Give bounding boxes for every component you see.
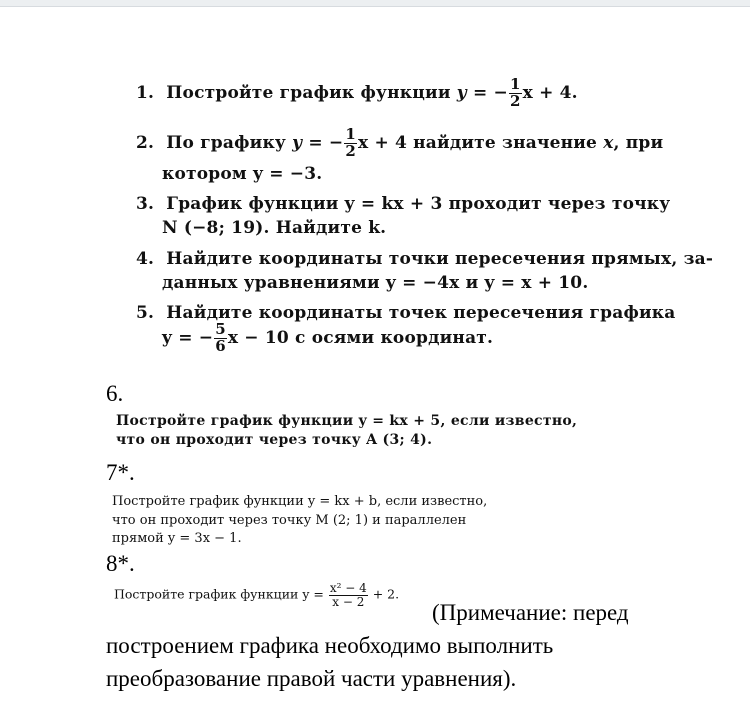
problem-3-line2: N (−8; 19). Найдите k. — [162, 218, 387, 238]
problem-4-number: 4. — [136, 249, 155, 269]
problem-6-label: 6. — [106, 381, 124, 406]
problem-3 — [136, 194, 670, 214]
problem-6-line1: Постройте график функции y = kx + 5, если известно, — [116, 413, 578, 429]
problem-5-tail: x − 10 с осями координат. — [227, 327, 494, 348]
problem-3-line1: График функции y = kx + 3 проходит через точку — [166, 194, 671, 214]
problem-1-fraction: $\frac{1}{2}$ — [509, 75, 521, 110]
problem-1-number: 1. — [136, 82, 155, 103]
problem-6-line2: что он проходит через точку A (3; 4). — [116, 432, 433, 448]
problem-7-line1: Постройте график функции y = kx + b, если известно, — [112, 494, 488, 509]
problem-2-line2: котором y = −3. — [162, 164, 323, 184]
problem-3-number: 3. — [136, 194, 155, 214]
problem-7-label: 7*. — [106, 460, 135, 485]
problem-1-eq: = − — [466, 82, 508, 103]
problem-2-x: x — [603, 132, 614, 153]
problem-8-tail: + 2. — [368, 586, 400, 602]
top-bar — [0, 0, 750, 7]
problem-8-pre: Постройте график функции y = — [114, 586, 328, 602]
problem-2-mid: x + 4 найдите значение — [358, 132, 604, 153]
problem-8-note-line1: (Примечание: перед — [432, 600, 629, 625]
problem-4-line1: Найдите координаты точки пересечения прямых, за- — [166, 249, 714, 269]
problem-5-number: 5. — [136, 303, 155, 323]
problem-4 — [136, 249, 713, 269]
problem-2-tail: , при — [613, 132, 664, 153]
problem-8-task — [114, 582, 399, 608]
problem-1-text: Постройте график функции — [166, 82, 457, 103]
problem-5-line2 — [162, 322, 493, 355]
problem-2 — [136, 127, 679, 160]
problem-2-number: 2. — [136, 132, 155, 153]
problem-2-fraction: $\frac{1}{2}$ — [345, 125, 356, 160]
problem-2-text: По графику — [166, 132, 293, 153]
problem-1-y: y — [456, 82, 467, 103]
problem-2-eq: = − — [302, 132, 344, 153]
problem-1 — [136, 77, 578, 110]
problem-7-line3: прямой y = 3x − 1. — [112, 531, 242, 546]
problem-5-fraction: $\frac{5}{6}$ — [215, 320, 226, 355]
problem-7-line2: что он проходит через точку M (2; 1) и параллелен — [112, 513, 467, 528]
problem-8-fraction: $\frac{\text{x² − 4}}{x - 2}$ — [329, 581, 367, 609]
problem-4-line2: данных уравнениями y = −4x и y = x + 10. — [162, 273, 589, 293]
problem-2-y: y — [292, 132, 303, 153]
problem-5-line1: Найдите координаты точек пересечения графика — [166, 303, 676, 323]
problem-5-pre: y = − — [162, 327, 214, 348]
problem-8-label: 8*. — [106, 551, 135, 576]
problem-8-note-line3: преобразование правой части уравнения). — [106, 666, 517, 691]
problem-1-tail: x + 4. — [522, 82, 578, 103]
problem-8-note-line2: построением графика необходимо выполнить — [106, 633, 554, 658]
